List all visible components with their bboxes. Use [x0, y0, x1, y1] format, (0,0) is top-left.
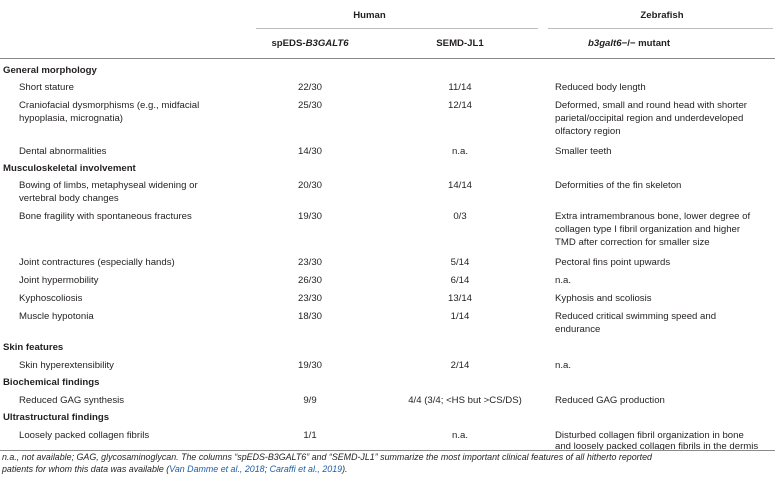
row-semd: 5/14: [450, 257, 470, 268]
col-spEDS: spEDS-B3GALT6: [271, 38, 349, 49]
citation-link[interactable]: Caraffi et al., 2019: [269, 464, 343, 474]
row-semd: 12/14: [447, 100, 472, 111]
row-spEDS: 23/30: [297, 293, 322, 304]
row-spEDS: 20/30: [297, 180, 322, 191]
row-feature: Muscle hypotonia: [19, 311, 94, 322]
row-feature: Loosely packed collagen fibrils: [19, 430, 150, 441]
row-zebrafish: Deformities of the fin skeleton: [555, 180, 682, 191]
row-feature-cont: hypoplasia, micrognatia): [19, 113, 123, 124]
row-zebrafish-cont: olfactory region: [555, 126, 621, 137]
row-zebrafish-cont: and loosely packed collagen fibrils in the dermis: [555, 441, 759, 452]
rule-human: [256, 28, 538, 29]
row-feature: Dental abnormalities: [19, 146, 107, 157]
row-feature: Bone fragility with spontaneous fractures: [19, 211, 192, 222]
row-zebrafish-cont: TMD after correction for smaller size: [555, 237, 710, 248]
row-zebrafish-cont: endurance: [555, 324, 601, 335]
col-SEMD: SEMD-JL1: [436, 38, 484, 49]
section-musculoskeletal: Musculoskeletal involvement: [3, 163, 136, 174]
row-feature: Reduced GAG synthesis: [19, 395, 125, 406]
row-feature-cont: vertebral body changes: [19, 193, 119, 204]
row-semd: 13/14: [447, 293, 472, 304]
col-zebrafish-mutant: b3galt6−/− mutant: [588, 38, 671, 49]
row-zebrafish: Reduced critical swimming speed and: [555, 311, 717, 322]
row-semd: 11/14: [448, 82, 472, 93]
row-zebrafish: Kyphosis and scoliosis: [555, 293, 652, 304]
row-spEDS: 25/30: [297, 100, 322, 111]
row-feature: Bowing of limbs, metaphyseal widening or: [19, 180, 198, 191]
row-spEDS: 22/30: [297, 82, 322, 93]
row-feature: Joint contractures (especially hands): [19, 257, 175, 268]
row-feature: Kyphoscoliosis: [19, 293, 83, 304]
rule-zebrafish: [548, 28, 773, 29]
row-zebrafish: Extra intramembranous bone, lower degree of: [555, 211, 751, 222]
row-feature: Craniofacial dysmorphisms (e.g., midfacial: [19, 100, 200, 111]
row-feature: Short stature: [19, 82, 74, 93]
row-semd: 6/14: [450, 275, 470, 286]
row-spEDS: 18/30: [297, 311, 322, 322]
row-spEDS: 9/9: [303, 395, 317, 406]
row-zebrafish: Reduced body length: [555, 82, 646, 93]
row-semd: 2/14: [450, 360, 470, 371]
row-zebrafish: n.a.: [555, 275, 572, 286]
row-zebrafish: n.a.: [555, 360, 572, 371]
row-zebrafish: Reduced GAG production: [555, 395, 665, 406]
section-biochemical: Biochemical findings: [3, 377, 100, 388]
row-zebrafish: Pectoral fins point upwards: [555, 257, 671, 268]
row-feature: Skin hyperextensibility: [19, 360, 114, 371]
row-semd: n.a.: [451, 146, 468, 157]
row-semd: 1/14: [450, 311, 470, 322]
row-spEDS: 19/30: [297, 211, 322, 222]
header-human: Human: [353, 10, 386, 21]
row-semd: n.a.: [451, 430, 468, 441]
section-ultrastructural: Ultrastructural findings: [3, 412, 110, 423]
section-general-morphology: General morphology: [3, 65, 97, 76]
citation-link[interactable]: Van Damme et al., 2018: [169, 464, 265, 474]
row-spEDS: 1/1: [303, 430, 317, 441]
row-zebrafish-cont: parietal/occipital region and underdeveloped: [555, 113, 744, 124]
row-spEDS: 23/30: [297, 257, 322, 268]
row-feature: Joint hypermobility: [19, 275, 99, 286]
row-spEDS: 14/30: [297, 146, 322, 157]
header-zebrafish: Zebrafish: [640, 10, 684, 21]
row-semd: 14/14: [447, 180, 472, 191]
section-skin: Skin features: [3, 342, 64, 353]
row-spEDS: 19/30: [297, 360, 322, 371]
row-zebrafish-cont: collagen type I fibril organization and higher: [555, 224, 741, 235]
row-semd: 4/4 (3/4; <HS but >CS/DS): [408, 395, 522, 406]
row-zebrafish: Disturbed collagen fibril organization in bone: [555, 430, 744, 441]
row-zebrafish: Smaller teeth: [555, 146, 612, 157]
row-zebrafish: Deformed, small and round head with shorter: [555, 100, 747, 111]
row-spEDS: 26/30: [297, 275, 322, 286]
header-rule: [0, 58, 775, 59]
table-footnote: n.a., not available; GAG, glycosaminoglycan. The columns “spEDS-B3GALT6” and “SEMD-JL1” summarize the most important clinical features of all hitherto reported patients for whom this data was available (Van Damme et al., 2018; Caraffi et al., 2019).: [2, 452, 652, 474]
row-semd: 0/3: [453, 211, 467, 222]
